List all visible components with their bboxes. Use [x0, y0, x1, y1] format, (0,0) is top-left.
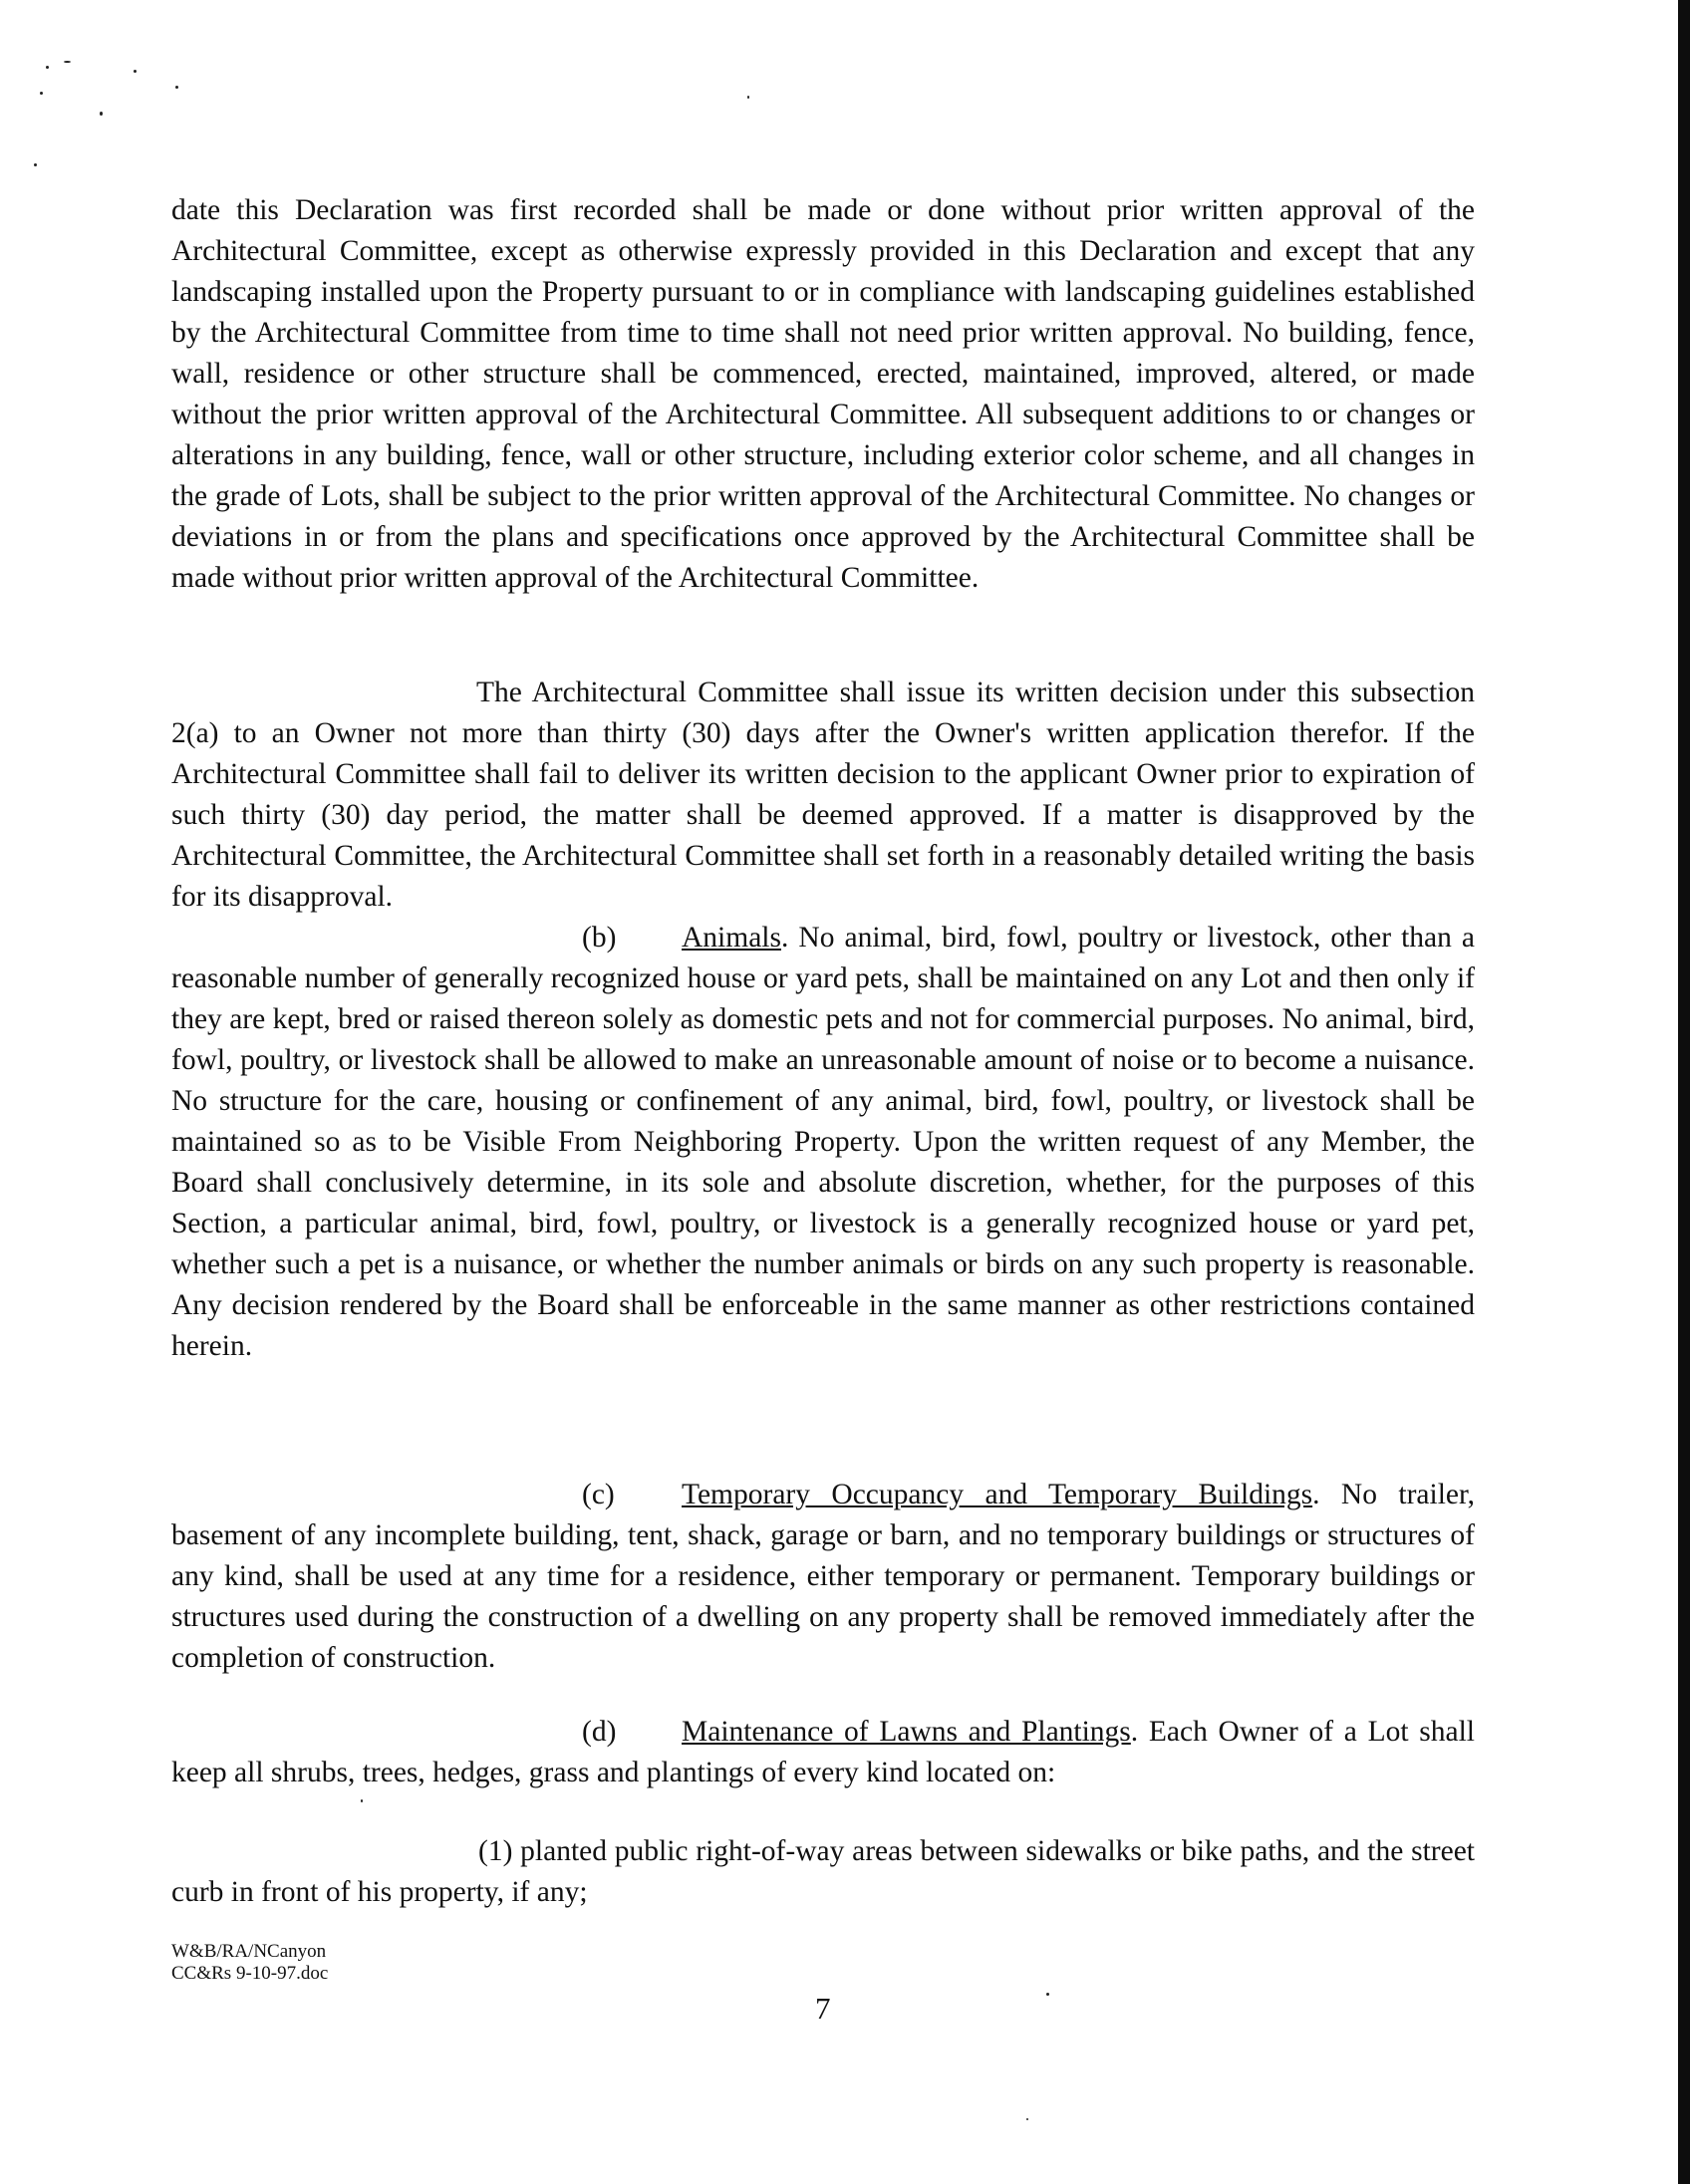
section-c-label: (c): [582, 1479, 615, 1510]
scan-speck: [1046, 1993, 1049, 1996]
scan-speck: [100, 112, 103, 116]
section-d-label: (d): [582, 1716, 617, 1748]
scan-speck: [361, 1799, 363, 1802]
scan-speck: [747, 96, 749, 99]
section-d-body: . Each Owner of a Lot shall keep all shrubs, trees, hedges, grass and plantings of every kind located on:: [171, 1716, 1475, 1788]
page-number: 7: [815, 1991, 831, 2026]
scan-speck: [34, 163, 37, 166]
section-d-item-1: (1) planted public right-of-way areas between sidewalks or bike paths, and the street curb in front of his property, if any;: [171, 1835, 1475, 1908]
section-b-title: Animals: [682, 922, 781, 954]
section-d-lawns-plantings: [171, 1712, 1475, 1793]
section-b-body: . No animal, bird, fowl, poultry or livestock, other than a reasonable number of generally recognized house or yard pets, shall be maintained on any Lot and then only if they are kept, bred or raised thereon solely as domestic pets and not for commercial purposes. No animal, bird, fowl, poultry, or livestock shall be allowed to make an unreasonable amount of noise or to become a nuisance. No structure for the care, housing or confinement of any animal, bird, fowl, poultry, or livestock shall be maintained so as to be Visible From Neighboring Property. Upon the written request of any Member, the Board shall conclusively determine, in its sole and absolute discretion, whether, for the purposes of this Section, a particular animal, bird, fowl, poultry, or livestock is a generally recognized house or yard pet, whether such a pet is a nuisance, or whether the number animals or birds on any such property is reasonable. Any decision rendered by the Board shall be enforceable in the same manner as other restrictions contained herein.: [171, 922, 1475, 1362]
scan-speck: [40, 92, 43, 95]
section-b-animals: [171, 918, 1475, 1367]
section-c-title: Temporary Occupancy and Temporary Buildings: [682, 1479, 1313, 1510]
paragraph-approval-requirements: date this Declaration was first recorded shall be made or done without prior written approval of the Architectural Committee, except as otherwise expressly provided in this Declaration and except that any landscaping installed upon the Property pursuant to or in compliance with landscaping guidelines established by the Architectural Committee from time to time shall not need prior written approval. No building, fence, wall, residence or other structure shall be commenced, erected, maintained, improved, altered, or made without the prior written approval of the Architectural Committee. All subsequent additions to or changes or alterations in any building, fence, wall or other structure, including exterior color scheme, and all changes in the grade of Lots, shall be subject to the prior written approval of the Architectural Committee. No changes or deviations in or from the plans and specifications once approved by the Architectural Committee shall be made without prior written approval of the Architectural Committee.: [171, 194, 1475, 594]
section-b-label: (b): [582, 922, 617, 954]
section-c-body: . No trailer, basement of any incomplete building, tent, shack, garage or barn, and no temporary buildings or structures of any kind, shall be used at any time for a residence, either temporary or permanent. Temporary buildings or structures used during the construction of a dwelling on any property shall be removed immediately after the completion of construction.: [171, 1479, 1475, 1674]
scan-speck: [134, 70, 137, 73]
scan-speck: [175, 86, 178, 89]
scan-speck: [1026, 2118, 1028, 2120]
section-d-title: Maintenance of Lawns and Plantings: [682, 1716, 1131, 1748]
scan-speck: [64, 61, 71, 63]
paragraph-committee-decision: The Architectural Committee shall issue its written decision under this subsection 2(a) to an Owner not more than thirty (30) days after the Owner's written application therefor. If the Architectural Committee shall fail to deliver its written decision to the applicant Owner prior to expiration of such thirty (30) day period, the matter shall be deemed approved. If a matter is disapproved by the Architectural Committee, the Architectural Committee shall set forth in a reasonably detailed writing the basis for its disapproval.: [171, 677, 1475, 913]
footer-file-code-line2: CC&Rs 9-10-97.doc: [171, 1963, 329, 1984]
section-c-temporary-buildings: [171, 1475, 1475, 1679]
scan-speck: [46, 66, 49, 69]
scan-edge-shadow: [1678, 0, 1690, 2184]
footer-file-code-line1: W&B/RA/NCanyon: [171, 1941, 327, 1962]
